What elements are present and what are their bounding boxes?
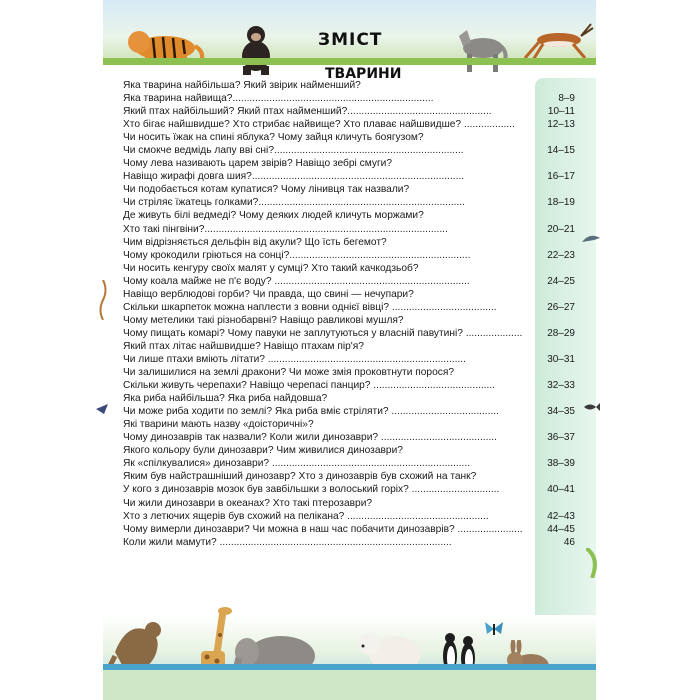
toc-entry	[123, 223, 575, 236]
toc-question: Навіщо жирафі довга шия?...........................................................................	[123, 171, 465, 183]
toc-page-range: 40–41	[547, 484, 575, 496]
toc-question: Яка тварина найвища?.......................................................................	[123, 93, 434, 105]
table-of-contents	[123, 79, 575, 549]
toc-entry	[123, 366, 575, 379]
toc-question: У кого з динозаврів мозок був завбільшки з волоський горіх? ...............................	[123, 484, 500, 496]
toc-entry	[123, 288, 575, 301]
toc-question: Чим відрізняється дельфін від акули? Що їсть бегемот?	[123, 236, 387, 248]
toc-page-range: 30–31	[547, 353, 575, 365]
toc-question: Чому динозаврів так назвали? Коли жили динозаври? .........................................	[123, 432, 497, 444]
toc-entry	[123, 183, 575, 196]
toc-question: Чи стріляє їжатець голками?.........................................................................	[123, 197, 465, 209]
chameleon-icon	[586, 548, 600, 578]
toc-question: Де живуть білі ведмеді? Чому деяких людей кличуть моржами?	[123, 210, 424, 222]
toc-entry	[123, 170, 575, 183]
toc-question: Чи жили динозаври в океанах? Хто такі птерозаври?	[123, 497, 373, 509]
toc-entry	[123, 457, 575, 470]
fish-icon	[584, 402, 600, 412]
toc-entry	[123, 510, 575, 523]
toc-entry	[123, 249, 575, 262]
toc-question: Який птах найбільший? Який птах найменший?...................................................	[123, 106, 492, 118]
toc-page-range: 12–13	[547, 119, 575, 131]
toc-question: Чи носить їжак на спині яблука? Чому зайця кличуть боягузом?	[123, 132, 424, 144]
toc-entry	[123, 327, 575, 340]
toc-question: Які тварини мають назву «доісторичні»?	[123, 419, 314, 431]
toc-page-range: 42–43	[547, 510, 575, 522]
toc-entry	[123, 392, 575, 405]
section-title: ТВАРИНИ	[325, 66, 402, 82]
toc-entry	[123, 379, 575, 392]
toc-page-range: 26–27	[547, 301, 575, 313]
toc-question: Чи може риба ходити по землі? Яка риба вміє стріляти? ......................................	[123, 406, 499, 418]
toc-page-range: 10–11	[547, 106, 575, 118]
toc-question: Як «спілкувалися» динозаври? ......................................................................	[123, 458, 471, 470]
toc-entry	[123, 105, 575, 118]
toc-entry	[123, 209, 575, 222]
toc-question: Хто з летючих ящерів був схожий на пелікана? ..................................................	[123, 510, 489, 522]
toc-question: Який птах літає найшвидше? Навіщо птахам пір'я?	[123, 340, 364, 352]
chimpanzee-icon	[235, 24, 277, 76]
bird-icon	[96, 404, 108, 414]
toc-page-range: 36–37	[547, 432, 575, 444]
toc-entry	[123, 353, 575, 366]
toc-question: Чому пищать комарі? Чому павуки не заплутуються у власній павутині? ....................	[123, 327, 523, 339]
toc-entry	[123, 92, 575, 105]
toc-entry	[123, 275, 575, 288]
toc-question: Чому крокодили гріються на сонці?................................................................	[123, 249, 471, 261]
toc-question: Скільки живуть черепахи? Навіщо черепасі панцир? ...........................................	[123, 380, 496, 392]
wolf-icon	[453, 22, 509, 74]
dolphin-icon	[582, 232, 600, 246]
toc-entry	[123, 236, 575, 249]
antelope-icon	[523, 18, 596, 62]
snail-icon	[96, 280, 110, 320]
toc-question: Чому коала майже не п'є воду? .....................................................................	[123, 275, 470, 287]
page-title: ЗМІСТ	[318, 30, 383, 50]
toc-entry	[123, 497, 575, 510]
toc-page-range: 16–17	[547, 171, 575, 183]
toc-page-range: 34–35	[547, 406, 575, 418]
toc-entry	[123, 144, 575, 157]
toc-page-range: 18–19	[547, 197, 575, 209]
header-stripe	[103, 58, 596, 65]
toc-page-range: 28–29	[547, 327, 575, 339]
book-page	[103, 0, 596, 700]
toc-entry	[123, 262, 575, 275]
toc-question: Скільки шкарпеток можна наплести з вовни однієї вівці? .....................................	[123, 301, 497, 313]
toc-page-range: 20–21	[547, 223, 575, 235]
toc-entry	[123, 157, 575, 170]
toc-page-range: 46	[563, 536, 575, 548]
toc-question: Чому метелики такі різнобарвні? Навіщо равликові мушля?	[123, 314, 404, 326]
toc-question: Чому лева називають царем звірів? Навіщо зебрі смуги?	[123, 158, 393, 170]
toc-question: Чи смокче ведмідь лапу вві сні?...................................................................	[123, 145, 464, 157]
toc-page-range: 24–25	[547, 275, 575, 287]
toc-entry	[123, 118, 575, 131]
toc-entry	[123, 483, 575, 496]
toc-question: Коли жили мамути? ..................................................................................	[123, 536, 452, 548]
toc-entry	[123, 431, 575, 444]
toc-page-range: 22–23	[547, 249, 575, 261]
toc-entry	[123, 196, 575, 209]
toc-question: Навіщо верблюдові горби? Чи правда, що свині — нечупари?	[123, 288, 414, 300]
toc-question: Яка тварина найбільша? Який звірик найменший?	[123, 80, 361, 91]
toc-entry	[123, 301, 575, 314]
toc-question: Хто такі пінгвіни?......................................................................................	[123, 223, 448, 235]
ground-strip	[103, 670, 596, 700]
toc-page-range: 32–33	[547, 380, 575, 392]
toc-entry	[123, 340, 575, 353]
butterfly-icon	[483, 620, 505, 638]
toc-entry	[123, 314, 575, 327]
toc-question: Яким був найстрашніший динозавр? Хто з динозаврів був схожий на танк?	[123, 471, 477, 483]
toc-entry	[123, 131, 575, 144]
toc-question: Чому вимерли динозаври? Чи можна в наш час побачити динозаврів? .......................	[123, 523, 523, 535]
toc-question: Яка риба найбільша? Яка риба найдовша?	[123, 393, 328, 405]
toc-entry	[123, 470, 575, 483]
toc-entry	[123, 79, 575, 92]
toc-page-range: 44–45	[547, 523, 575, 535]
toc-entry	[123, 444, 575, 457]
toc-entry	[123, 405, 575, 418]
toc-entry	[123, 418, 575, 431]
toc-entry	[123, 536, 575, 549]
toc-question: Чи лише птахи вміють літати? ......................................................................	[123, 353, 466, 365]
toc-question: Чи подобається котам купатися? Чому лінивця так назвали?	[123, 184, 410, 196]
toc-question: Чи залишилися на землі дракони? Чи може змія проковтнути порося?	[123, 367, 455, 379]
toc-page-range: 38–39	[547, 458, 575, 470]
toc-question: Якого кольору були динозаври? Чим живилися динозаври?	[123, 445, 403, 457]
toc-page-range: 8–9	[558, 93, 575, 105]
toc-entry	[123, 523, 575, 536]
toc-question: Хто бігає найшвидше? Хто стрибає найвище? Хто плаває найшвидше? ..................	[123, 119, 515, 131]
toc-page-range: 14–15	[547, 145, 575, 157]
toc-question: Чи носить кенгуру своїх малят у сумці? Хто такий качкодзьоб?	[123, 262, 419, 274]
